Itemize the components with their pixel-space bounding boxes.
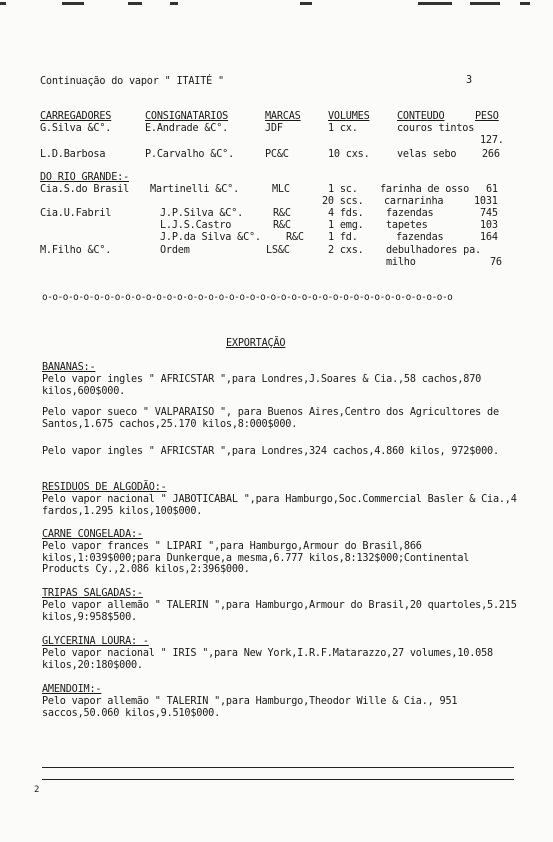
table-cell: G.Silva &C°. [40, 123, 112, 134]
col-header-conteudo: CONTEUDO [397, 111, 445, 122]
export-title: EXPORTAÇÃO [226, 338, 286, 349]
section-heading-tripas: TRIPAS SALGADAS:- [42, 588, 143, 599]
section-heading-bananas: BANANAS:- [42, 362, 96, 373]
table-cell: L.D.Barbosa [40, 149, 106, 160]
section-heading-carne: CARNE CONGELADA:- [42, 529, 143, 540]
col-header-marcas: MARCAS [265, 111, 301, 122]
table-cell: E.Andrade &C°. [145, 123, 229, 134]
table-cell: debulhadores pa. [386, 245, 481, 256]
table-cell: fazendas [386, 208, 434, 219]
table-cell: 1 emg. [328, 220, 364, 231]
paragraph: Pelo vapor nacional " JABOTICABAL ",para Hamburgo,Soc.Commercial Basler & Cia.,4 fardos,1.295 kilos,100$000. [42, 494, 517, 517]
table-cell: 1031 [474, 196, 498, 207]
table-cell: JDF [265, 123, 283, 134]
paragraph: Pelo vapor ingles " AFRICSTAR ",para Londres,324 cachos,4.860 kilos, 972$000. [42, 446, 499, 457]
page-title: Continuação do vapor " ITAITÉ " [40, 76, 224, 87]
table-cell: LS&C [266, 245, 290, 256]
table-cell: L.J.S.Castro [160, 220, 232, 231]
table-cell: Martinelli &C°. [150, 184, 240, 195]
paragraph: Pelo vapor sueco " VALPARAISO ", para Buenos Aires,Centro dos Agricultores de Santos,1.675 cachos,25.170 kilos,8:000$000. [42, 407, 499, 430]
table-cell: J.P.da Silva &C°. [160, 232, 261, 243]
table-cell: 164 [480, 232, 498, 243]
table-cell: 1 sc. [328, 184, 358, 195]
paragraph: Pelo vapor ingles " AFRICSTAR ",para Londres,J.Soares & Cia.,58 cachos,870 kilos,600$000. [42, 374, 482, 397]
table-cell: R&C [273, 208, 291, 219]
paragraph: Pelo vapor allemão " TALERIN ",para Hamburgo,Theodor Wille & Cia., 951 saccos,50.060 kilos,9.510$000. [42, 696, 458, 719]
table-cell: Cia.S.do Brasil [40, 184, 130, 195]
section-separator: o-o-o-o-o-o-o-o-o-o-o-o-o-o-o-o-o-o-o-o-o-o-o-o-o-o-o-o-o-o-o-o-o-o-o-o-o-o-o-o [42, 292, 453, 303]
table-cell: 127. [480, 135, 504, 146]
paragraph: Pelo vapor nacional " IRIS ",para New York,I.R.F.Matarazzo,27 volumes,10.058 kilos,20:180$000. [42, 648, 493, 671]
section-heading-glycerina: GLYCERINA LOURA: - [42, 636, 149, 647]
paragraph: Pelo vapor frances " LIPARI ",para Hamburgo,Armour do Brasil,866 kilos,1:039$000;para Dunkerque,a mesma,6.777 kilos,8:132$000;Continental Products Cy.,2.086 kilos,2:396$000. [42, 541, 470, 576]
table-cell: milho [386, 257, 416, 268]
table-cell: 1 fd. [328, 232, 358, 243]
page-number: 3 [466, 75, 472, 86]
table-cell: 1 cx. [328, 123, 358, 134]
table-cell: 76 [490, 257, 502, 268]
table-cell: 745 [480, 208, 498, 219]
table-cell: 10 cxs. [328, 149, 370, 160]
table-cell: Cia.U.Fabril [40, 208, 112, 219]
scan-edge-marks [0, 0, 553, 14]
table-cell: 61 [486, 184, 498, 195]
table-cell: 4 fds. [328, 208, 364, 219]
footer-rule-top [42, 767, 514, 768]
table-cell: couros tintos [397, 123, 475, 134]
col-header-peso: PESO [475, 111, 499, 122]
section-heading-rio-grande: DO RIO GRANDE:- [40, 172, 130, 183]
section-heading-amendoim: AMENDOIM:- [42, 684, 102, 695]
table-cell: MLC [272, 184, 290, 195]
table-cell: 103 [480, 220, 498, 231]
table-cell: J.P.Silva &C°. [160, 208, 244, 219]
table-cell: 20 scs. [322, 196, 364, 207]
table-cell: R&C [286, 232, 304, 243]
col-header-carregadores: CARREGADORES [40, 111, 112, 122]
table-cell: tapetes [386, 220, 428, 231]
table-cell: 266 [482, 149, 500, 160]
table-cell: fazendas [396, 232, 444, 243]
footer-mark: 2 [34, 785, 40, 795]
table-cell: P.Carvalho &C°. [145, 149, 235, 160]
table-cell: PC&C [265, 149, 289, 160]
table-cell: R&C [273, 220, 291, 231]
section-heading-residuos: RESIDUOS DE ALGODÃO:- [42, 482, 167, 493]
table-cell: carnarinha [384, 196, 444, 207]
col-header-volumes: VOLUMES [328, 111, 370, 122]
footer-rule-bottom [42, 779, 514, 780]
col-header-consignatarios: CONSIGNATARIOS [145, 111, 229, 122]
table-cell: M.Filho &C°. [40, 245, 112, 256]
paragraph: Pelo vapor allemão " TALERIN ",para Hamburgo,Armour do Brasil,20 quartoles,5.215 kilos,9:958$500. [42, 600, 517, 623]
table-cell: farinha de osso [380, 184, 470, 195]
table-cell: Ordem [160, 245, 190, 256]
table-cell: 2 cxs. [328, 245, 364, 256]
table-cell: velas sebo [397, 149, 457, 160]
